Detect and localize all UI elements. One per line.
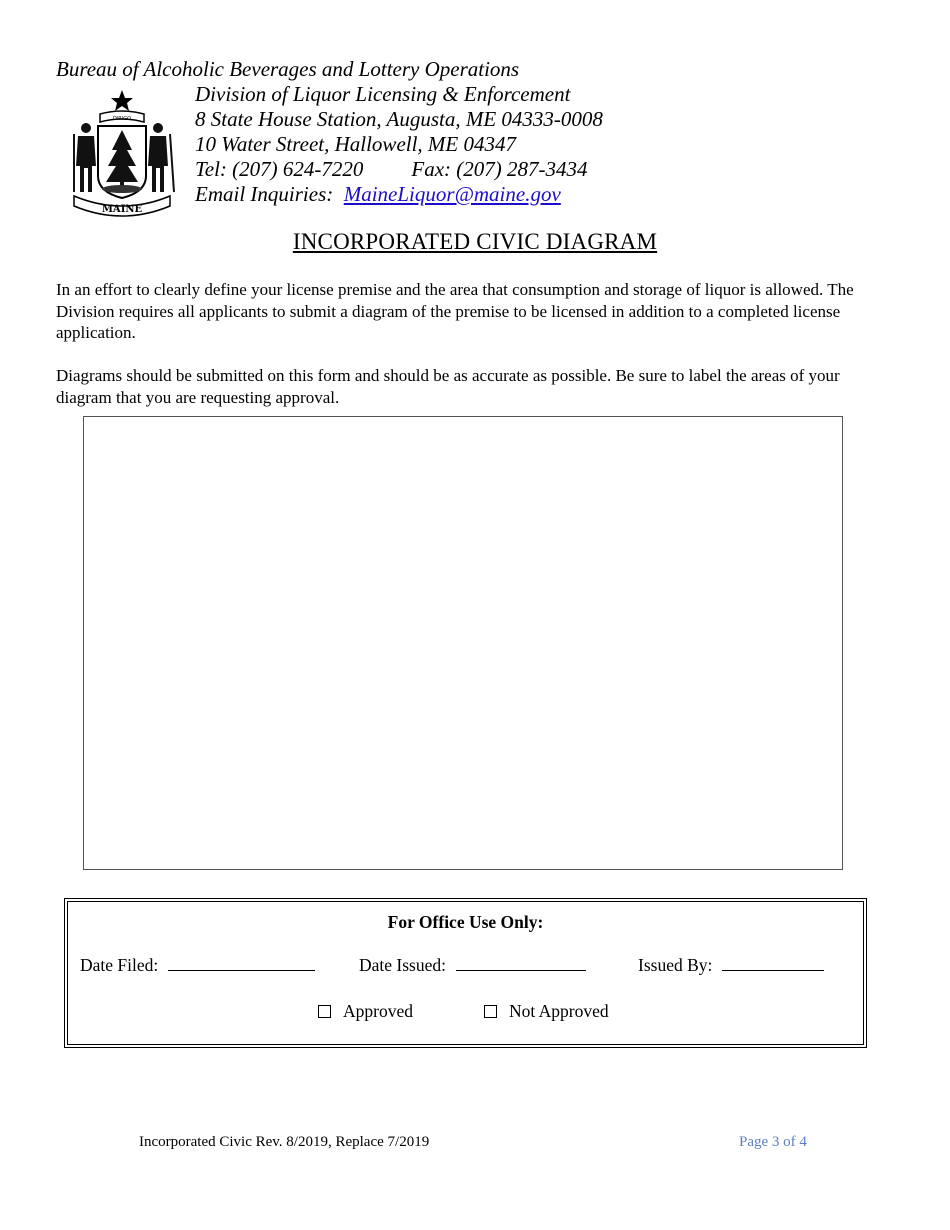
not-approved-label: Not Approved (509, 1001, 609, 1021)
approved-checkbox-icon[interactable] (318, 1005, 331, 1018)
date-issued-field[interactable] (359, 955, 586, 976)
footer-page-number: Page 3 of 4 (739, 1134, 807, 1150)
office-use-box (64, 898, 867, 1048)
tel-text: Tel: (207) 624-7220 (195, 157, 364, 181)
issued-by-label: Issued By: (638, 955, 713, 975)
instructions-paragraph: Diagrams should be submitted on this form and should be as accurate as possible. Be sure to label the areas of your diagram that you are requesting approval. (56, 366, 840, 407)
date-issued-label: Date Issued: (359, 955, 446, 975)
office-use-title: For Office Use Only: (387, 912, 544, 932)
footer-revision: Incorporated Civic Rev. 8/2019, Replace 7/2019 (139, 1134, 430, 1150)
email-label: Email Inquiries: (195, 182, 334, 206)
not-approved-checkbox-icon[interactable] (484, 1005, 497, 1018)
seal-banner-text: DIRIGO (112, 116, 132, 122)
issued-by-field[interactable] (638, 955, 824, 976)
date-issued-blank[interactable] (456, 956, 586, 971)
address-line-2: 10 Water Street, Hallowell, ME 04347 (195, 132, 516, 156)
seal-text: MAINE (101, 204, 143, 215)
date-filed-label: Date Filed: (80, 955, 159, 975)
diagram-drawing-area[interactable] (83, 416, 843, 870)
date-filed-field[interactable] (80, 955, 315, 976)
approved-checkbox[interactable] (318, 1001, 413, 1022)
bureau-name: Bureau of Alcoholic Beverages and Lottery Operations (56, 57, 520, 81)
page-title: INCORPORATED CIVIC DIAGRAM (292, 229, 658, 254)
issued-by-blank[interactable] (722, 956, 824, 971)
intro-paragraph: In an effort to clearly define your license premise and the area that consumption and storage of liquor is allowed. The Division requires all applicants to submit a diagram of the premise to be licensed in addition to a completed license application. (56, 280, 854, 342)
address-line-1: 8 State House Station, Augusta, ME 04333-0008 (195, 107, 603, 131)
email-line (195, 182, 561, 207)
fax-text: Fax: (207) 287-3434 (411, 157, 588, 181)
phone-fax-line (195, 157, 588, 182)
date-filed-blank[interactable] (168, 956, 315, 971)
maine-state-seal-icon (66, 88, 178, 222)
approved-label: Approved (343, 1001, 413, 1021)
division-name: Division of Liquor Licensing & Enforcement (195, 82, 571, 106)
email-link[interactable]: MaineLiquor@maine.gov (343, 182, 561, 206)
not-approved-checkbox[interactable] (484, 1001, 609, 1022)
